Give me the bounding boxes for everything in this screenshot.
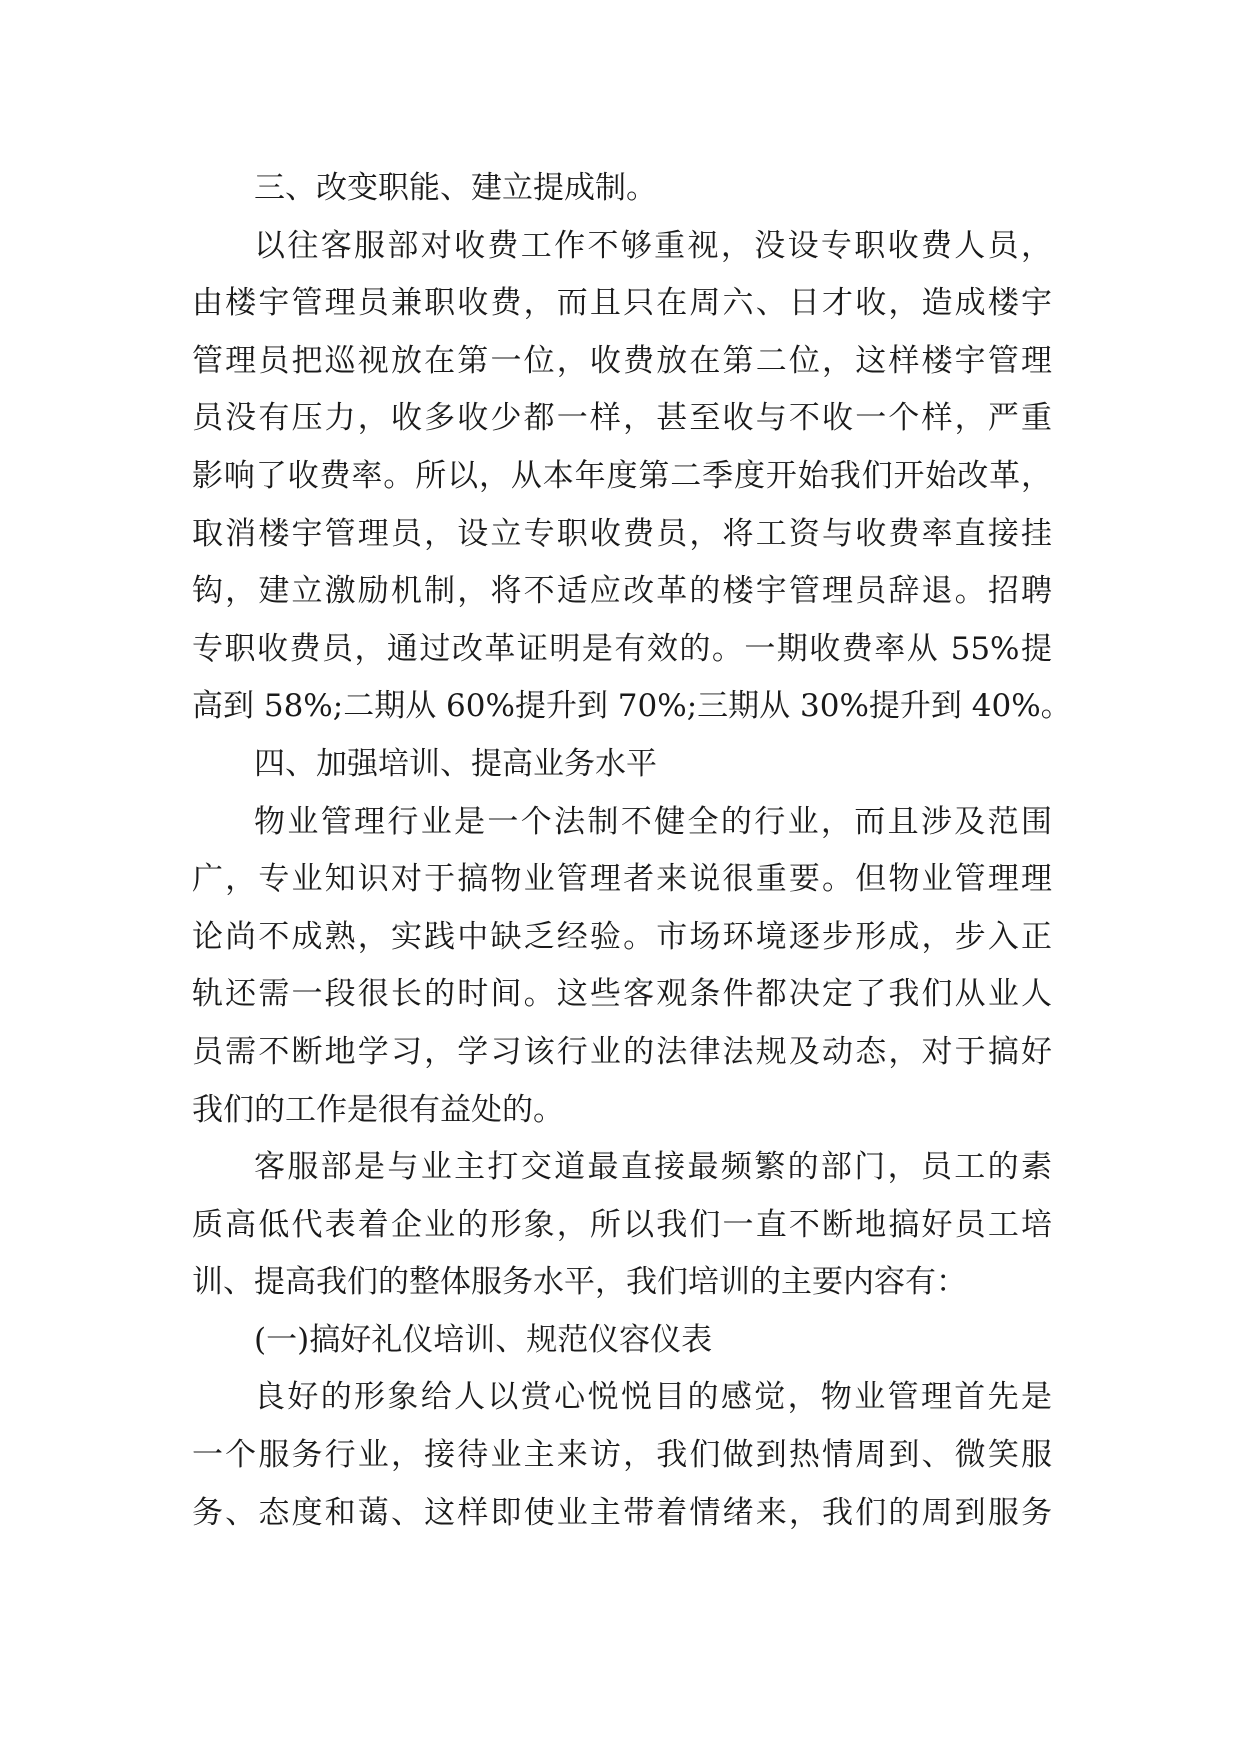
text-line: 四、加强培训、提高业务水平: [254, 745, 657, 782]
text-line: 高到 58%;二期从 60%提升到 70%;三期从 30%提升到 40%。: [192, 688, 1072, 725]
text-line: 务、态度和蔼、这样即使业主带着情绪来，我们的周到服务: [192, 1494, 1052, 1531]
text-line: 客服部是与业主打交道最直接最频繁的部门，员工的素: [254, 1149, 1052, 1186]
text-line: 物业管理行业是一个法制不健全的行业，而且涉及范围: [254, 803, 1052, 840]
text-line: 论尚不成熟，实践中缺乏经验。市场环境逐步形成，步入正: [192, 918, 1052, 955]
text-line: 一个服务行业，接待业主来访，我们做到热情周到、微笑服: [192, 1437, 1052, 1474]
text-line: 三、改变职能、建立提成制。: [254, 170, 657, 206]
text-line: 训、提高我们的整体服务水平，我们培训的主要内容有：: [192, 1264, 967, 1301]
text-line: 取消楼宇管理员，设立专职收费员，将工资与收费率直接挂: [192, 515, 1052, 552]
text-line: 广，专业知识对于搞物业管理者来说很重要。但物业管理理: [192, 861, 1052, 898]
text-line: 良好的形象给人以赏心悦悦目的感觉，物业管理首先是: [254, 1379, 1052, 1416]
body-text: [192, 160, 1072, 1542]
text-line: 管理员把巡视放在第一位，收费放在第二位，这样楼宇管理: [192, 342, 1052, 379]
text-line: 员没有压力，收多收少都一样，甚至收与不收一个样，严重: [192, 400, 1052, 437]
text-line: 轨还需一段很长的时间。这些客观条件都决定了我们从业人: [192, 976, 1052, 1013]
text-line: 员需不断地学习，学习该行业的法律法规及动态，对于搞好: [192, 1033, 1052, 1070]
text-line: 由楼宇管理员兼职收费，而且只在周六、日才收，造成楼宇: [192, 285, 1052, 322]
text-line: 专职收费员，通过改革证明是有效的。一期收费率从 55%提: [192, 630, 1052, 667]
text-line: 质高低代表着企业的形象，所以我们一直不断地搞好员工培: [192, 1206, 1052, 1243]
text-line: 以往客服部对收费工作不够重视，没设专职收费人员，: [254, 227, 1052, 264]
text-line: 钩，建立激励机制，将不适应改革的楼宇管理员辞退。招聘: [192, 573, 1052, 610]
text-line: 影响了收费率。所以，从本年度第二季度开始我们开始改革，: [192, 457, 1052, 494]
text-line: (一)搞好礼仪培训、规范仪容仪表: [254, 1321, 713, 1358]
text-line: 我们的工作是很有益处的。: [192, 1091, 564, 1128]
